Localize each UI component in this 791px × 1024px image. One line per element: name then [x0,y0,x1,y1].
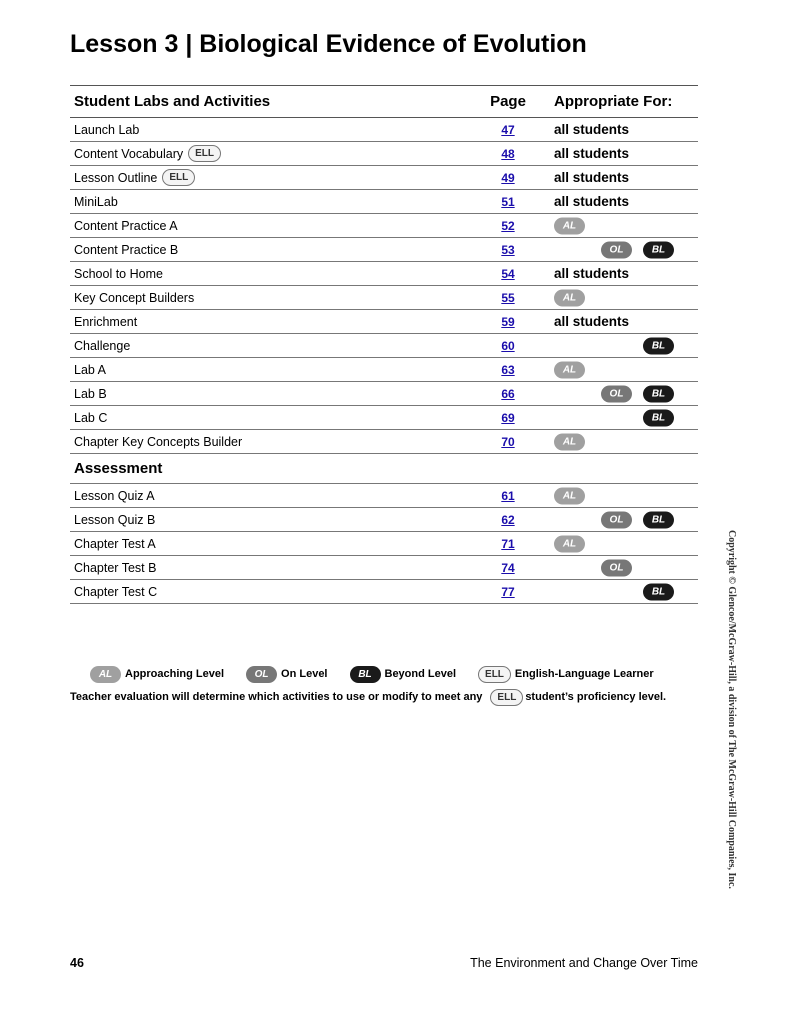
appropriate-for-cell [554,430,698,453]
audience-text: all students [554,194,630,209]
activity-name-cell [74,334,130,357]
page-link[interactable]: 66 [501,386,515,401]
activity-name: Chapter Test B [74,560,157,575]
page-link[interactable]: 77 [501,584,515,599]
activity-name: School to Home [74,266,163,281]
page-link[interactable]: 48 [501,146,515,161]
activities-table [70,85,698,604]
appropriate-for-cell [554,262,698,285]
activity-name-cell [74,508,155,531]
activity-name: Enrichment [74,314,138,329]
table-row [70,310,698,334]
appropriate-for-cell [554,190,698,213]
table-row [70,286,698,310]
activity-name: Lab A [74,362,106,377]
ell-badge-icon: ELL [490,689,523,706]
appropriate-for-cell [554,334,698,357]
copyright-text: Copyright © Glencoe/McGraw-Hill, a division of The McGraw-Hill Companies, Inc. [726,530,737,889]
page-link[interactable]: 61 [501,488,515,503]
page-cell [480,508,536,531]
activity-name: Lesson Outline [74,170,158,185]
page-link[interactable]: 62 [501,512,515,527]
page-title: Lesson 3 | Biological Evidence of Evolution [70,30,587,58]
appropriate-for-cell [554,238,698,261]
activity-name-cell [74,190,118,213]
activity-name-cell [74,556,156,579]
table-row [70,382,698,406]
ol-badge-icon: OL [601,559,632,576]
page-cell [480,334,536,357]
activity-name: Lesson Quiz B [74,512,156,527]
audience-text: all students [554,146,630,161]
table-row [70,556,698,580]
table-row [70,214,698,238]
page-cell [480,142,536,165]
appropriate-for-cell [554,166,698,189]
page-link[interactable]: 60 [501,338,515,353]
header-page: Page [490,93,526,110]
page-link[interactable]: 52 [501,218,515,233]
table-row [70,484,698,508]
legend [90,664,676,684]
appropriate-for-cell [554,118,698,141]
appropriate-for-cell [554,508,698,531]
table-row [70,406,698,430]
table-row [70,166,698,190]
appropriate-for-cell [554,532,698,555]
activity-name-cell [74,118,139,141]
ol-badge-icon: OL [601,511,632,528]
header-appropriate-for: Appropriate For: [554,93,673,110]
activity-name: Content Practice B [74,242,179,257]
activity-name: Chapter Test C [74,584,158,599]
activity-name-cell [74,166,195,189]
table-row [70,238,698,262]
page-cell [480,238,536,261]
bl-badge-icon: BL [643,337,674,354]
ell-badge-icon: ELL [478,666,511,683]
appropriate-for-cell [554,556,698,579]
activity-name-cell [74,238,178,261]
footer-page-number: 46 [70,956,84,970]
activity-name: Content Practice A [74,218,178,233]
ol-badge-icon: OL [601,241,632,258]
activity-name-cell [74,532,156,555]
appropriate-for-cell [554,406,698,429]
page-cell [480,580,536,603]
page-link[interactable]: 69 [501,410,515,425]
table-header [70,85,698,118]
ol-badge-icon: OL [246,666,277,683]
al-badge-icon: AL [554,217,585,234]
table-row [70,358,698,382]
page-cell [480,358,536,381]
page-link[interactable]: 47 [501,122,515,137]
activity-name: Challenge [74,338,131,353]
page-link[interactable]: 71 [501,536,515,551]
legend-ol [246,666,327,683]
audience-text: all students [554,266,630,281]
activity-name-cell [74,484,155,507]
activity-name-cell [74,580,157,603]
activity-name: Chapter Test A [74,536,156,551]
assessment-section [70,454,698,484]
table-row [70,430,698,454]
table-row [70,532,698,556]
activity-name-cell [74,406,107,429]
page-cell [480,214,536,237]
page-cell [480,286,536,309]
page-link[interactable]: 70 [501,434,515,449]
activity-name: Content Vocabulary [74,146,184,161]
activity-name-cell [74,262,163,285]
page-cell [480,532,536,555]
al-badge-icon: AL [554,487,585,504]
bl-badge-icon: BL [643,511,674,528]
activity-name: Chapter Key Concepts Builder [74,434,243,449]
legend-bl [350,666,457,683]
legend-ell [478,666,654,683]
ell-badge-icon: ELL [188,145,221,162]
appropriate-for-cell [554,142,698,165]
activity-name-cell [74,286,194,309]
page-cell [480,262,536,285]
al-badge-icon: AL [554,361,585,378]
page-cell [480,406,536,429]
teacher-note [70,687,666,707]
al-badge-icon: AL [90,666,121,683]
audience-text: all students [554,170,630,185]
table-row [70,262,698,286]
page-link[interactable]: 59 [501,314,515,329]
table-row [70,580,698,604]
footer-book-title: The Environment and Change Over Time [470,956,698,970]
activity-name-cell [74,310,137,333]
appropriate-for-cell [554,382,698,405]
table-row [70,334,698,358]
legend-ol-label: On Level [281,668,328,680]
legend-ell-label: English-Language Learner [514,668,654,680]
legend-bl-label: Beyond Level [384,668,457,680]
activities-rows [70,118,698,454]
page-link[interactable]: 51 [501,194,515,209]
table-row [70,190,698,214]
page-link[interactable]: 55 [501,290,515,305]
ol-badge-icon: OL [601,385,632,402]
header-activities: Student Labs and Activities [74,93,271,110]
activity-name: Lesson Quiz A [74,488,155,503]
assessment-rows [70,484,698,604]
appropriate-for-cell [554,484,698,507]
activity-name-cell [74,430,242,453]
page-cell [480,118,536,141]
page-cell [480,382,536,405]
note-text-before: Teacher evaluation will determine which activities to use or modify to meet any [70,691,483,703]
activity-name: Key Concept Builders [74,290,195,305]
appropriate-for-cell [554,358,698,381]
page-link[interactable]: 54 [501,266,515,281]
table-row [70,508,698,532]
bl-badge-icon: BL [643,241,674,258]
audience-text: all students [554,314,630,329]
activity-name-cell [74,214,178,237]
ell-badge-icon: ELL [162,169,195,186]
appropriate-for-cell [554,310,698,333]
page-cell [480,166,536,189]
page-cell [480,484,536,507]
activity-name-cell [74,382,107,405]
table-row [70,142,698,166]
bl-badge-icon: BL [350,666,381,683]
bl-badge-icon: BL [643,385,674,402]
activity-name: Lab C [74,410,108,425]
activity-name: Lab B [74,386,107,401]
table-row [70,118,698,142]
page-link[interactable]: 63 [501,362,515,377]
copyright-notice [725,530,738,889]
al-badge-icon: AL [554,433,585,450]
page-cell [480,190,536,213]
page-cell [480,430,536,453]
activity-name: MiniLab [74,194,118,209]
legend-al-label: Approaching Level [125,668,225,680]
bl-badge-icon: BL [643,583,674,600]
audience-text: all students [554,122,630,137]
page-link[interactable]: 49 [501,170,515,185]
activity-name-cell [74,358,106,381]
appropriate-for-cell [554,214,698,237]
page-link[interactable]: 53 [501,242,515,257]
legend-al [90,666,224,683]
note-text-after: student’s proficiency level. [525,691,667,703]
page-cell [480,556,536,579]
al-badge-icon: AL [554,535,585,552]
activity-name: Launch Lab [74,122,140,137]
page-link[interactable]: 74 [501,560,515,575]
page-cell [480,310,536,333]
activity-name-cell [74,142,221,165]
bl-badge-icon: BL [643,409,674,426]
assessment-title: Assessment [74,460,163,477]
al-badge-icon: AL [554,289,585,306]
appropriate-for-cell [554,286,698,309]
appropriate-for-cell [554,580,698,603]
